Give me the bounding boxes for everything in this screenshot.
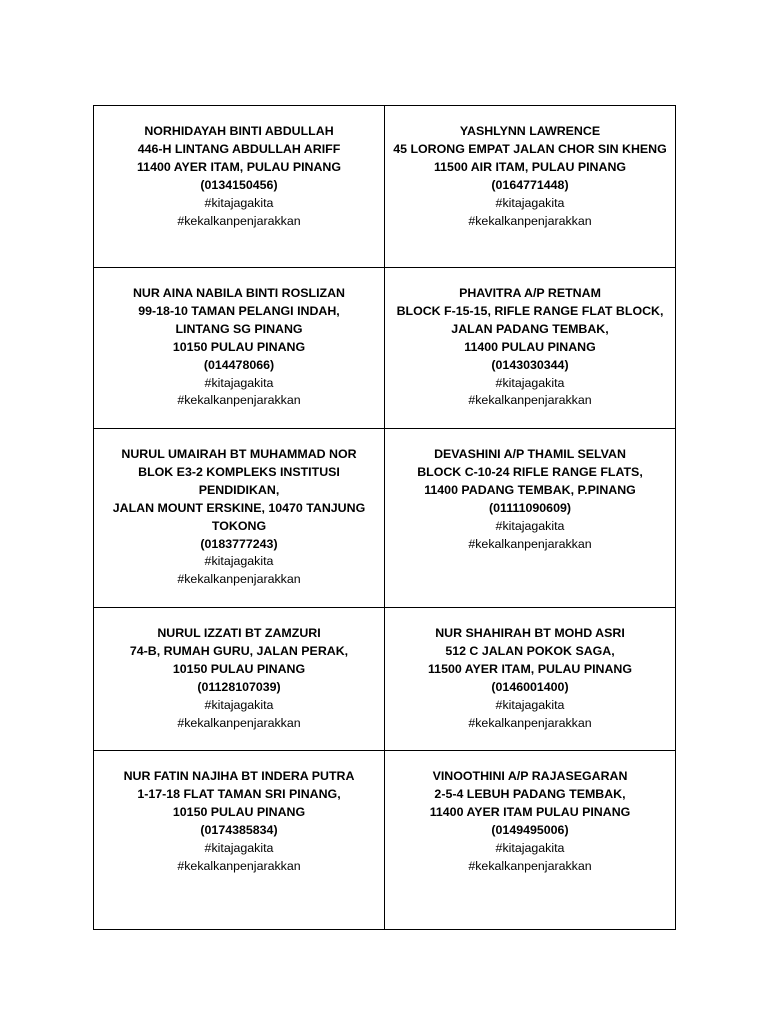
address-line: 1-17-18 FLAT TAMAN SRI PINANG,	[137, 786, 341, 801]
address-line: 11400 PULAU PINANG	[464, 339, 596, 354]
hashtag: #kitajagakita	[495, 518, 565, 533]
phone-number: (0143030344)	[491, 357, 569, 372]
address-label	[385, 751, 676, 930]
recipient-name: VINOOTHINI A/P RAJASEGARAN	[432, 769, 628, 783]
hashtag: #kitajagakita	[204, 195, 274, 210]
address-label	[385, 608, 676, 751]
recipient-name: NUR SHAHIRAH BT MOHD ASRI	[435, 626, 625, 640]
phone-number: (0134150456)	[200, 177, 278, 192]
hashtag: #kekalkanpenjarakkan	[177, 715, 301, 730]
address-line: 11500 AIR ITAM, PULAU PINANG	[433, 159, 627, 174]
label-row	[94, 106, 676, 268]
recipient-name: NORHIDAYAH BINTI ABDULLAH	[144, 124, 334, 138]
hashtag: #kekalkanpenjarakkan	[468, 536, 592, 551]
hashtag: #kitajagakita	[204, 697, 274, 712]
address-label	[385, 106, 676, 268]
hashtag: #kekalkanpenjarakkan	[177, 213, 301, 228]
label-row	[94, 268, 676, 429]
address-line: 11500 AYER ITAM, PULAU PINANG	[427, 661, 633, 676]
address-line: 10150 PULAU PINANG	[172, 339, 306, 354]
hashtag: #kekalkanpenjarakkan	[468, 858, 592, 873]
phone-number: (014478066)	[203, 357, 275, 372]
phone-number: (01128107039)	[197, 679, 281, 694]
hashtag: #kekalkanpenjarakkan	[468, 715, 592, 730]
label-row	[94, 429, 676, 608]
address-line: 74-B, RUMAH GURU, JALAN PERAK,	[129, 643, 349, 658]
address-label	[94, 608, 385, 751]
recipient-name: DEVASHINI A/P THAMIL SELVAN	[434, 447, 626, 461]
address-label	[94, 751, 385, 930]
hashtag: #kekalkanpenjarakkan	[468, 393, 592, 408]
recipient-name: NURUL IZZATI BT ZAMZURI	[157, 626, 321, 640]
address-line: JALAN MOUNT ERSKINE, 10470 TANJUNG TOKONG	[112, 500, 366, 533]
phone-number: (0164771448)	[491, 177, 569, 192]
address-line: 446-H LINTANG ABDULLAH ARIFF	[137, 141, 341, 156]
address-line: JALAN PADANG TEMBAK,	[451, 321, 609, 336]
address-line: 512 C JALAN POKOK SAGA,	[445, 643, 615, 658]
phone-number: (0149495006)	[491, 822, 569, 837]
label-row	[94, 751, 676, 930]
address-line: 2-5-4 LEBUH PADANG TEMBAK,	[434, 786, 626, 801]
hashtag: #kekalkanpenjarakkan	[177, 393, 301, 408]
hashtag: #kitajagakita	[495, 697, 565, 712]
address-line: 10150 PULAU PINANG	[172, 804, 306, 819]
hashtag: #kitajagakita	[204, 375, 274, 390]
address-label	[385, 268, 676, 429]
recipient-name: PHAVITRA A/P RETNAM	[459, 286, 601, 300]
hashtag: #kekalkanpenjarakkan	[177, 572, 301, 587]
phone-number: (0146001400)	[491, 679, 569, 694]
address-line: BLOCK F-15-15, RIFLE RANGE FLAT BLOCK,	[396, 303, 664, 318]
hashtag: #kitajagakita	[495, 840, 565, 855]
address-line: 10150 PULAU PINANG	[172, 661, 306, 676]
address-line: 11400 PADANG TEMBAK, P.PINANG	[424, 482, 636, 497]
recipient-name: NURUL UMAIRAH BT MUHAMMAD NOR	[121, 447, 357, 461]
address-line: 45 LORONG EMPAT JALAN CHOR SIN KHENG	[393, 141, 667, 156]
hashtag: #kekalkanpenjarakkan	[468, 213, 592, 228]
hashtag: #kitajagakita	[495, 195, 565, 210]
phone-number: (01111090609)	[488, 500, 571, 515]
address-label	[94, 429, 385, 608]
address-line: 11400 AYER ITAM PULAU PINANG	[429, 804, 631, 819]
hashtag: #kitajagakita	[495, 375, 565, 390]
address-label	[385, 429, 676, 608]
address-label-table	[93, 105, 676, 930]
recipient-name: NUR AINA NABILA BINTI ROSLIZAN	[132, 286, 345, 300]
label-row	[94, 608, 676, 751]
address-label	[94, 106, 385, 268]
address-line: BLOCK C-10-24 RIFLE RANGE FLATS,	[417, 464, 643, 479]
address-line: LINTANG SG PINANG	[175, 321, 303, 336]
recipient-name: NUR FATIN NAJIHA BT INDERA PUTRA	[123, 769, 355, 783]
phone-number: (0183777243)	[200, 536, 278, 551]
phone-number: (0174385834)	[200, 822, 278, 837]
address-label	[94, 268, 385, 429]
hashtag: #kekalkanpenjarakkan	[177, 858, 301, 873]
address-line: 99-18-10 TAMAN PELANGI INDAH,	[138, 303, 340, 318]
hashtag: #kitajagakita	[204, 554, 274, 569]
address-line: BLOK E3-2 KOMPLEKS INSTITUSI PENDIDIKAN,	[138, 464, 340, 497]
recipient-name: YASHLYNN LAWRENCE	[459, 124, 601, 138]
address-line: 11400 AYER ITAM, PULAU PINANG	[136, 159, 342, 174]
hashtag: #kitajagakita	[204, 840, 274, 855]
